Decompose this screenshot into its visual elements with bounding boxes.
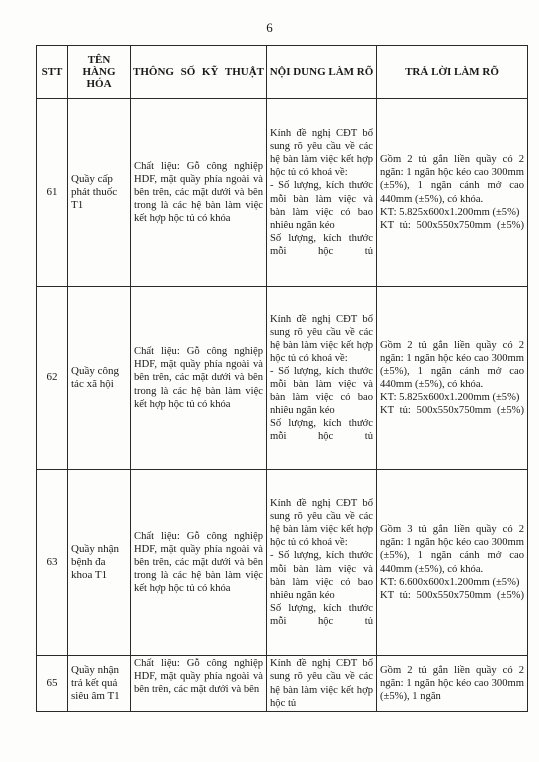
header-clarification-content: NỘI DUNG LÀM RÕ	[267, 46, 377, 99]
request-paragraph: - Số lượng, kích thước mỗi bàn làm việc và bàn làm việc có bao nhiêu ngăn kéo	[270, 365, 373, 417]
request-paragraph: Số lượng, kích thước mỗi hộc tủ	[270, 418, 373, 443]
request-paragraph: Kính đề nghị CĐT bổ sung rõ yêu cầu về các hệ bàn làm việc kết hợp hộc tủ có khoá về:	[270, 498, 373, 549]
answer-paragraph: KT tủ: 500x550x750mm (±5%)	[380, 219, 524, 231]
row-clarification-answer	[377, 99, 528, 287]
row-stt: 65	[37, 656, 68, 712]
table-row	[37, 656, 528, 712]
answer-paragraph: Gồm 2 tủ gắn liền quầy có 2 ngăn: 1 ngăn hộc kéo cao 300mm (±5%), 1 ngăn cánh mở cao 440mm (±5%), có khóa.	[380, 154, 524, 205]
header-item-name: TÊN HÀNG HÓA	[68, 46, 131, 99]
row-specs: Chất liệu: Gỗ công nghiệp HDF, mặt quầy phía ngoài và bên trên, các mặt dưới và bên trong là các hệ bàn làm việc kết hợp hộc tủ có khóa	[131, 287, 267, 470]
request-paragraph: - Số lượng, kích thước mỗi bàn làm việc và bàn làm việc có bao nhiêu ngăn kéo	[270, 180, 373, 231]
row-item-name: Quầy công tác xã hội	[68, 287, 131, 470]
row-stt: 61	[37, 99, 68, 287]
answer-paragraph: Gồm 3 tủ gắn liền quầy có 2 ngăn: 1 ngăn hộc kéo cao 300mm (±5%), 1 ngăn cánh mở cao 440mm (±5%), có khóa.	[380, 524, 524, 575]
row-specs: Chất liệu: Gỗ công nghiệp HDF, mặt quầy phía ngoài và bên trên, các mặt dưới và bên trong là các hệ bàn làm việc kết hợp hộc tủ có khóa	[131, 470, 267, 656]
header-clarification-answer: TRẢ LỜI LÀM RÕ	[377, 46, 528, 99]
request-paragraph: Kính đề nghị CĐT bổ sung rõ yêu cầu về các hệ bàn làm việc kết hợp hộc tủ	[270, 658, 373, 709]
row-clarification-answer	[377, 470, 528, 656]
answer-paragraph: KT tủ: 500x550x750mm (±5%)	[380, 405, 524, 417]
answer-paragraph: KT: 6.600x600x1.200mm (±5%)	[380, 576, 520, 588]
clarification-table	[36, 45, 528, 712]
row-clarification-content	[267, 287, 377, 470]
request-paragraph: - Số lượng, kích thước mỗi bàn làm việc và bàn làm việc có bao nhiêu ngăn kéo	[270, 550, 373, 601]
request-paragraph: Kính đề nghị CĐT bổ sung rõ yêu cầu về các hệ bàn làm việc kết hợp hộc tủ có khoá về:	[270, 313, 373, 364]
header-stt: STT	[37, 46, 68, 99]
row-clarification-content	[267, 656, 377, 712]
row-clarification-answer	[377, 656, 528, 712]
answer-paragraph: KT tủ: 500x550x750mm (±5%)	[380, 589, 524, 601]
table-row	[37, 99, 528, 287]
answer-paragraph: Gồm 2 tủ gắn liền quầy có 2 ngăn: 1 ngăn hộc kéo cao 300mm (±5%), 1 ngăn	[380, 664, 524, 703]
header-specs: THÔNG SỐ KỸ THUẬT	[131, 46, 267, 99]
row-specs: Chất liệu: Gỗ công nghiệp HDF, mặt quầy phía ngoài và bên trên, các mặt dưới và bên	[131, 656, 267, 712]
table-row	[37, 287, 528, 470]
answer-paragraph: KT: 5.825x600x1.200mm (±5%)	[380, 392, 520, 404]
table-row	[37, 470, 528, 656]
row-specs: Chất liệu: Gỗ công nghiệp HDF, mặt quầy phía ngoài và bên trên, các mặt dưới và bên trong là các hệ bàn làm việc kết hợp hộc tủ có khóa	[131, 99, 267, 287]
answer-paragraph: Gồm 2 tủ gắn liền quầy có 2 ngăn: 1 ngăn hộc kéo cao 300mm (±5%), 1 ngăn cánh mở cao 440mm (±5%), có khóa.	[380, 339, 524, 390]
request-paragraph: Số lượng, kích thước mỗi hộc tủ	[270, 232, 373, 257]
row-item-name: Quầy nhận trả kết quả siêu âm T1	[68, 656, 131, 712]
row-stt: 62	[37, 287, 68, 470]
answer-paragraph: KT: 5.825x600x1.200mm (±5%)	[380, 206, 520, 218]
table-header-row	[37, 46, 528, 99]
row-item-name: Quầy nhận bệnh đa khoa T1	[68, 470, 131, 656]
row-stt: 63	[37, 470, 68, 656]
row-clarification-content	[267, 470, 377, 656]
row-item-name: Quầy cấp phát thuốc T1	[68, 99, 131, 287]
row-clarification-content	[267, 99, 377, 287]
request-paragraph: Số lượng, kích thước mỗi hộc tủ	[270, 602, 373, 627]
request-paragraph: Kính đề nghị CĐT bổ sung rõ yêu cầu về các hệ bàn làm việc kết hợp hộc tủ có khoá về:	[270, 128, 373, 179]
page-number: 6	[266, 20, 273, 35]
row-clarification-answer	[377, 287, 528, 470]
